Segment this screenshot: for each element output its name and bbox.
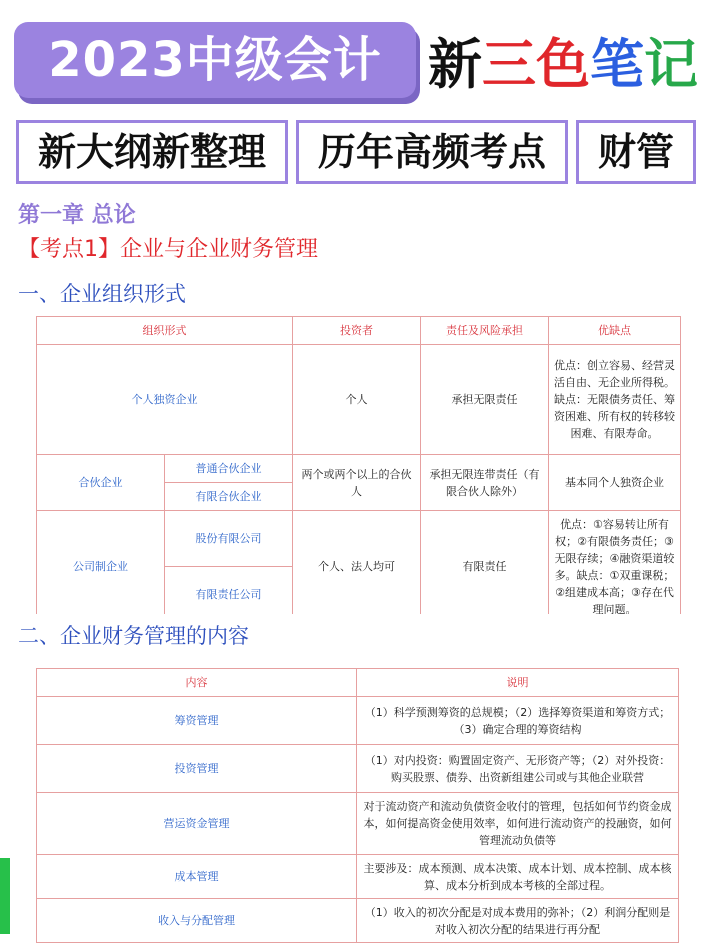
chapter-title: 第一章 总论: [18, 203, 136, 228]
notes-part-3: 笔: [590, 33, 644, 96]
cell-investor: 个人: [293, 345, 421, 455]
section-2-title: 二、企业财务管理的内容: [18, 624, 249, 648]
cell-content: 投资管理: [37, 745, 357, 793]
table-header-row: [37, 317, 681, 345]
cell-subform: 有限合伙企业: [165, 483, 293, 511]
cell-pros-cons: 优点：创立容易、经营灵活自由、无企业所得税。缺点：无限债务责任、筹资困难、所有权的转移较困难、有限寿命。: [549, 345, 681, 455]
tag-subject: 财管: [576, 120, 696, 184]
cell-pros-cons: 优点：①容易转让所有权；②有限债务责任；③无限存续；④融资渠道较多。缺点：①双重课税；②组建成本高；③存在代理问题。: [549, 511, 681, 615]
point-title: 【考点1】企业与企业财务管理: [18, 237, 318, 262]
notes-part-4: 记: [644, 33, 698, 96]
cell-form: 合伙企业: [37, 455, 165, 511]
cell-form: 公司制企业: [37, 511, 165, 615]
table-row: [37, 899, 679, 943]
cell-subform: 有限责任公司: [165, 567, 293, 615]
cell-content: 收入与分配管理: [37, 899, 357, 943]
cell-subform: 股份有限公司: [165, 511, 293, 567]
cell-desc: 主要涉及：成本预测、成本决策、成本计划、成本控制、成本核算、成本分析到成本考核的全部过程。: [357, 855, 679, 899]
table-row: [37, 697, 679, 745]
header-cell: 投资者: [293, 317, 421, 345]
cell-investor: 两个或两个以上的合伙人: [293, 455, 421, 511]
cell-pros-cons: 基本同个人独资企业: [549, 455, 681, 511]
cell-desc: （1）科学预测筹资的总规模；（2）选择筹资渠道和筹资方式；（3）确定合理的筹资结构: [357, 697, 679, 745]
table-row: [37, 745, 679, 793]
tag-syllabus: 新大纲新整理: [16, 120, 288, 184]
cell-liability: 有限责任: [421, 511, 549, 615]
header-cell: 说明: [357, 669, 679, 697]
section-1-title: 一、企业组织形式: [18, 282, 186, 306]
header-cell: 优缺点: [549, 317, 681, 345]
cell-desc: （1）对内投资：购置固定资产、无形资产等；（2）对外投资：购买股票、债券、出资新组建公司或与其他企业联营: [357, 745, 679, 793]
cell-liability: 承担无限责任: [421, 345, 549, 455]
tag-frequent-points: 历年高频考点: [296, 120, 568, 184]
header-cell: 内容: [37, 669, 357, 697]
notes-part-2: 三色: [482, 33, 590, 96]
notes-part-1: 新: [428, 33, 482, 96]
table-row: [37, 855, 679, 899]
table-row: [37, 511, 681, 567]
banner-title: 2023中级会计: [48, 32, 382, 88]
cell-content: 成本管理: [37, 855, 357, 899]
header-cell: 责任及风险承担: [421, 317, 549, 345]
cell-desc: （1）收入的初次分配是对成本费用的弥补；（2）利润分配则是对收入初次分配的结果进行再分配: [357, 899, 679, 943]
finance-content-table: [36, 668, 679, 943]
table-row: [37, 793, 679, 855]
org-forms-table: [36, 316, 681, 614]
table-row: [37, 345, 681, 455]
cell-subform: 普通合伙企业: [165, 455, 293, 483]
edge-accent-bar: [0, 858, 10, 934]
header-cell: 组织形式: [37, 317, 293, 345]
cell-liability: 承担无限连带责任（有限合伙人除外）: [421, 455, 549, 511]
cell-investor: 个人、法人均可: [293, 511, 421, 615]
cell-form: 个人独资企业: [37, 345, 293, 455]
cell-content: 筹资管理: [37, 697, 357, 745]
table-header-row: [37, 669, 679, 697]
table-row: [37, 455, 681, 483]
cell-content: 营运资金管理: [37, 793, 357, 855]
cell-desc: 对于流动资产和流动负债资金收付的管理，包括如何节约资金成本，如何提高资金使用效率，如何进行流动资产的投融资，如何管理流动负债等: [357, 793, 679, 855]
